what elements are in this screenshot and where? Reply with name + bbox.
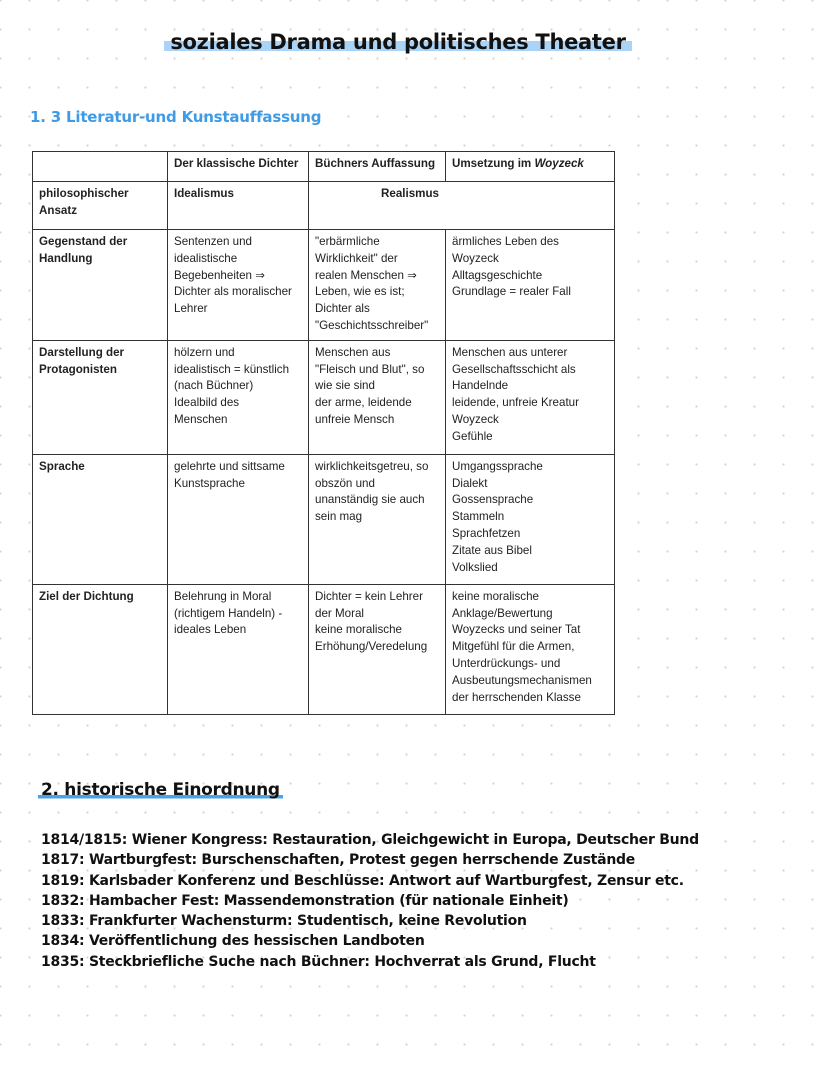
title-container [0,30,828,54]
cell-line: wie sie sind [315,379,375,393]
cell-line: hölzern und [174,345,235,359]
cell-line: Idealismus [174,187,234,200]
timeline-item: 1832: Hambacher Fest: Massendemonstration (für nationale Einheit) [41,892,569,909]
cell-line: Handelnde [452,379,509,393]
cell-line: Mitgefühl für die Armen, [452,640,575,654]
table-row [33,182,615,230]
cell-line: gelehrte und sittsame [174,459,285,473]
cell-line: Menschen [174,412,228,426]
table-header-row [33,152,615,182]
cell-line: Kunstsprache [174,476,245,490]
row-label-line: Ziel der Dichtung [39,589,134,603]
cell-line: Woyzecks und seiner Tat [452,623,581,637]
row-label [33,340,168,454]
cell-line: Sentenzen und [174,235,253,248]
row-label [33,230,168,341]
cell-line: "Geschichtsschreiber" [315,318,429,332]
cell-line: keine moralische [452,589,539,603]
row-label-line: Sprache [39,459,85,473]
cell-line: Ausbeutungsmechanismen [452,673,592,687]
row-label-line: Protagonisten [39,362,117,376]
cell-line: Dichter = kein Lehrer [315,589,423,603]
cell-line: idealistisch = künstlich [174,362,290,376]
cell-line: Grundlage = realer Fall [452,285,571,299]
cell-woyzeck [446,584,615,714]
table-row [33,454,615,584]
table-row [33,340,615,454]
cell-buechner [309,584,446,714]
table-row [33,584,615,714]
cell-woyzeck [446,230,615,341]
cell-line: unfreie Mensch [315,412,395,426]
header-cell-buechner: Büchners Auffassung [309,152,446,182]
cell-klassisch [168,182,309,230]
cell-line: "erbärmliche [315,235,380,248]
cell-line: Alltagsgeschichte [452,268,543,282]
timeline-list [41,830,699,972]
row-label-line: Handlung [39,251,93,265]
cell-line: Gefühle [452,429,493,443]
cell-line: Erhöhung/Veredelung [315,640,428,654]
cell-line: "Fleisch und Blut", so [315,362,425,376]
cell-line: leidende, unfreie Kreatur [452,396,579,410]
cell-line: Lehrer [174,302,208,316]
cell-line: Idealbild des [174,396,240,410]
cell-line: der Moral [315,606,364,620]
cell-line: Gesellschaftsschicht als [452,362,576,376]
timeline-item: 1817: Wartburgfest: Burschenschaften, Protest gegen herrschende Zustände [41,852,636,869]
cell-realismus-merged [309,182,615,230]
page-title: soziales Drama und politisches Theater [164,30,631,54]
cell-klassisch [168,454,309,584]
cell-line: ideales Leben [174,623,247,637]
header-woyzeck-title: Woyzeck [534,157,584,170]
header-woyzeck-prefix: Umsetzung im [452,157,535,170]
row-label-line: Ansatz [39,203,78,217]
cell-line: Zitate aus Bibel [452,543,532,557]
row-label-line: Darstellung der [39,345,125,359]
row-label [33,584,168,714]
row-label [33,182,168,230]
row-label-line: philosophischer [39,187,129,200]
cell-woyzeck [446,454,615,584]
cell-line: Sprachfetzen [452,526,521,540]
cell-line: Anklage/Bewertung [452,606,553,620]
cell-line: Unterdrückungs- und [452,656,561,670]
cell-line: obszön und [315,476,375,490]
cell-buechner [309,340,446,454]
cell-line: realen Menschen ⇒ [315,268,417,282]
header-cell-empty [33,152,168,182]
cell-line: Dichter als [315,302,370,316]
cell-line: Gossensprache [452,493,534,507]
cell-line: Begebenheiten ⇒ [174,268,265,282]
cell-line: Belehrung in Moral [174,589,272,603]
cell-line: Woyzeck [452,251,499,265]
cell-line: der herrschenden Klasse [452,690,581,704]
cell-line: ärmliches Leben des [452,235,559,248]
cell-line: (richtigem Handeln) - [174,606,283,620]
comparison-table [32,151,615,715]
row-label [33,454,168,584]
cell-klassisch [168,584,309,714]
cell-line: Menschen aus unterer [452,345,568,359]
cell-line: Dialekt [452,476,488,490]
header-cell-klassisch: Der klassische Dichter [168,152,309,182]
cell-line: wirklichkeitsgetreu, so [315,459,429,473]
cell-line: Volkslied [452,560,498,574]
row-label-line: Gegenstand der [39,235,128,248]
cell-line: idealistische [174,251,238,265]
header-cell-woyzeck [446,152,615,182]
cell-line: Realismus [381,187,439,200]
timeline-item: 1833: Frankfurter Wachensturm: Studentisch, keine Revolution [41,913,527,930]
timeline-item: 1834: Veröffentlichung des hessischen Landboten [41,933,425,950]
cell-buechner [309,454,446,584]
cell-line: sein mag [315,510,363,524]
cell-woyzeck [446,340,615,454]
cell-klassisch [168,340,309,454]
table-row [33,230,615,341]
timeline-item: 1835: Steckbriefliche Suche nach Büchner: Hochverrat als Grund, Flucht [41,953,596,970]
cell-line: Leben, wie es ist; [315,285,405,299]
cell-line: keine moralische [315,623,402,637]
section-heading-literaturauffassung: 1. 3 Literatur-und Kunstauffassung [30,108,322,126]
section-heading-historisch: 2. historische Einordnung [38,780,283,800]
cell-line: Dichter als moralischer [174,285,292,299]
cell-line: Stammeln [452,510,505,524]
cell-line: Wirklichkeit" der [315,251,398,265]
timeline-item: 1819: Karlsbader Konferenz und Beschlüsse: Antwort auf Wartburgfest, Zensur etc. [41,872,684,889]
timeline-item: 1814/1815: Wiener Kongress: Restauration, Gleichgewicht in Europa, Deutscher Bund [41,832,699,848]
cell-buechner [309,230,446,341]
cell-line: (nach Büchner) [174,379,254,393]
cell-line: unanständig sie auch [315,493,425,507]
cell-line: Menschen aus [315,345,391,359]
cell-line: Umgangssprache [452,459,543,473]
cell-line: Woyzeck [452,412,499,426]
cell-line: der arme, leidende [315,396,412,410]
cell-klassisch [168,230,309,341]
